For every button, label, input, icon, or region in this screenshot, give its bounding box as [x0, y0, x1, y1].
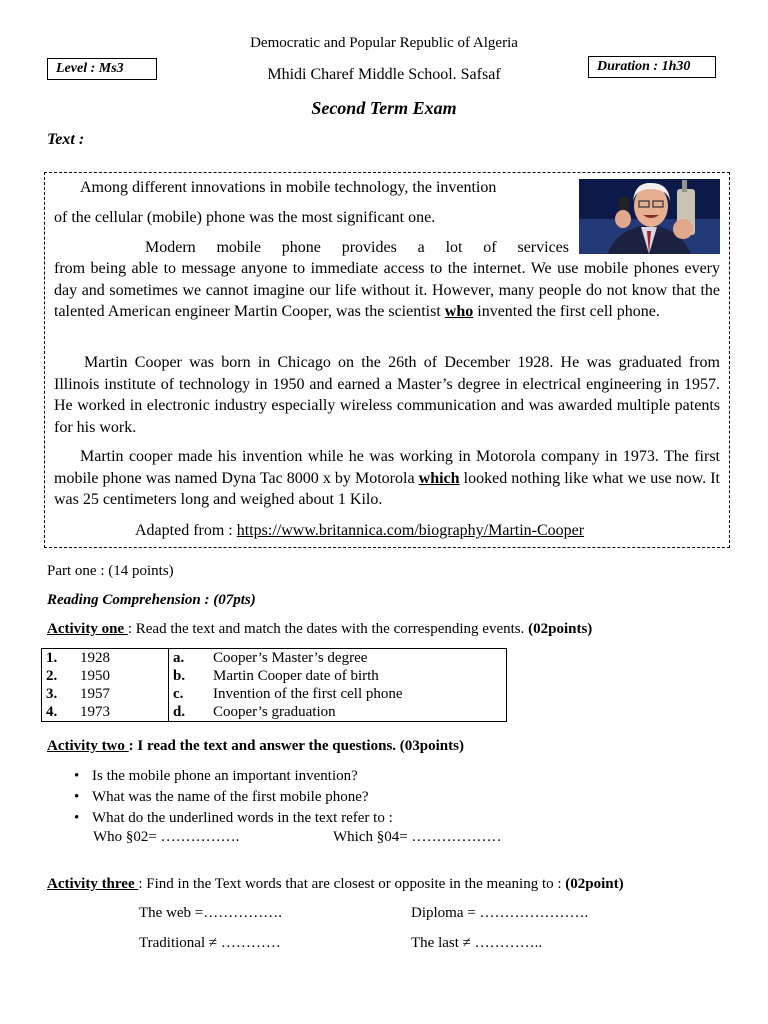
table-row	[42, 667, 507, 685]
passage-p2-text-b: invented the first cell phone.	[473, 303, 660, 320]
matching-table	[41, 648, 507, 722]
question-text: Is the mobile phone an important invention?	[92, 768, 358, 784]
vocab-item: Traditional ≠ …………	[139, 935, 281, 951]
school-name: Mhidi Charef Middle School. Safsaf	[267, 66, 501, 83]
underlined-who: who	[444, 303, 474, 320]
text-label: Text :	[47, 131, 85, 148]
ref-who: Who §02= …………….	[93, 829, 240, 845]
underlined-which: which	[418, 469, 460, 487]
level-box: Level : Ms3	[47, 58, 157, 80]
activity-one-instruction: : Read the text and match the dates with the correspending events.	[127, 621, 529, 637]
bullet-icon: •	[74, 768, 80, 784]
part-one-label: Part one : (14 points)	[47, 563, 174, 579]
passage-p4	[54, 446, 720, 511]
passage-p2-line1: Modern mobile phone provides a lot of services	[145, 239, 569, 256]
activity-one-points: (02points)	[528, 621, 593, 637]
passage-p2-text-a: from being able to message anyone to immediate access to the internet. We use mobile phones every day and sometimes we cannot imagine our life without it. However, many people do not know that the talented American engineer Martin Cooper, was the scientist	[54, 260, 720, 320]
activity-three-label: Activity three	[47, 876, 139, 892]
row-date: 1928	[80, 650, 110, 666]
source-line	[135, 520, 695, 542]
activity-two-label: Activity two	[47, 738, 129, 754]
reading-comprehension-label: Reading Comprehension : (07pts)	[47, 592, 256, 608]
passage-p1-line1: Among different innovations in mobile technology, the invention	[80, 179, 497, 196]
activity-three-instruction: : Find in the Text words that are closest or opposite in the meaning to :	[138, 876, 566, 892]
question-text: What was the name of the first mobile phone?	[92, 789, 369, 805]
row-number: 4.	[46, 704, 58, 720]
vocab-item: The last ≠ …………..	[411, 935, 543, 951]
row-number: 3.	[46, 686, 58, 702]
row-letter: b.	[173, 668, 186, 684]
bullet-icon: •	[74, 789, 80, 805]
country-name: Democratic and Popular Republic of Algeria	[250, 35, 518, 51]
list-item	[74, 808, 393, 829]
vocab-item: The web =…………….	[139, 905, 283, 921]
activity-two-questions	[60, 766, 393, 829]
activity-three-points: (02point)	[565, 876, 624, 892]
row-event: Cooper’s Master’s degree	[213, 650, 368, 666]
row-letter: d.	[173, 704, 186, 720]
list-item	[74, 787, 393, 808]
row-number: 1.	[46, 650, 58, 666]
activity-one-label: Activity one	[47, 621, 128, 637]
exam-title: Second Term Exam	[311, 98, 457, 118]
row-letter: c.	[173, 686, 184, 702]
passage-p1-line2: of the cellular (mobile) phone was the most significant one.	[54, 209, 436, 226]
table-row	[42, 703, 507, 722]
martin-cooper-photo	[579, 179, 720, 254]
passage-p2	[54, 258, 720, 323]
row-number: 2.	[46, 668, 58, 684]
row-date: 1950	[80, 668, 110, 684]
row-date: 1957	[80, 686, 110, 702]
row-event: Cooper’s graduation	[213, 704, 336, 720]
passage-p3: Martin Cooper was born in Chicago on the 26th of December 1928. He was graduated from Illinois institute of technology in 1950 and earned a Master’s degree in electrical engineering in 1957. He worked in electronic industry especially wireless communication and was awarded multiple patents for his work.	[54, 354, 720, 436]
ref-which: Which §04= ………………	[333, 829, 502, 845]
source-prefix: Adapted from :	[135, 522, 237, 539]
row-event: Martin Cooper date of birth	[213, 668, 379, 684]
activity-one-title	[47, 621, 592, 638]
activity-three-title	[47, 876, 624, 893]
source-link[interactable]: https://www.britannica.com/biography/Martin-Cooper	[236, 522, 585, 539]
list-item	[74, 766, 393, 787]
row-event: Invention of the first cell phone	[213, 686, 403, 702]
row-letter: a.	[173, 650, 185, 666]
bullet-icon: •	[74, 810, 80, 826]
passage-p4-text-b: looked nothing like what we use now. It was 25 centimeters long and weighed about 1 Kilo.	[54, 469, 721, 508]
row-date: 1973	[80, 704, 110, 720]
duration-box: Duration : 1h30	[588, 56, 716, 78]
vocab-item: Diploma = ………………….	[411, 905, 589, 921]
table-row	[42, 649, 507, 668]
question-text: What do the underlined words in the text refer to :	[92, 810, 393, 826]
passage-p4-text-a: Martin cooper made his invention while he was working in Motorola company in 1973. The first mobile phone was named Dyna Tac 8000 x by Motorola	[54, 448, 720, 487]
activity-two-title	[47, 738, 464, 755]
table-row	[42, 685, 507, 703]
activity-two-instruction: : I read the text and answer the questions. (03points)	[128, 738, 464, 754]
